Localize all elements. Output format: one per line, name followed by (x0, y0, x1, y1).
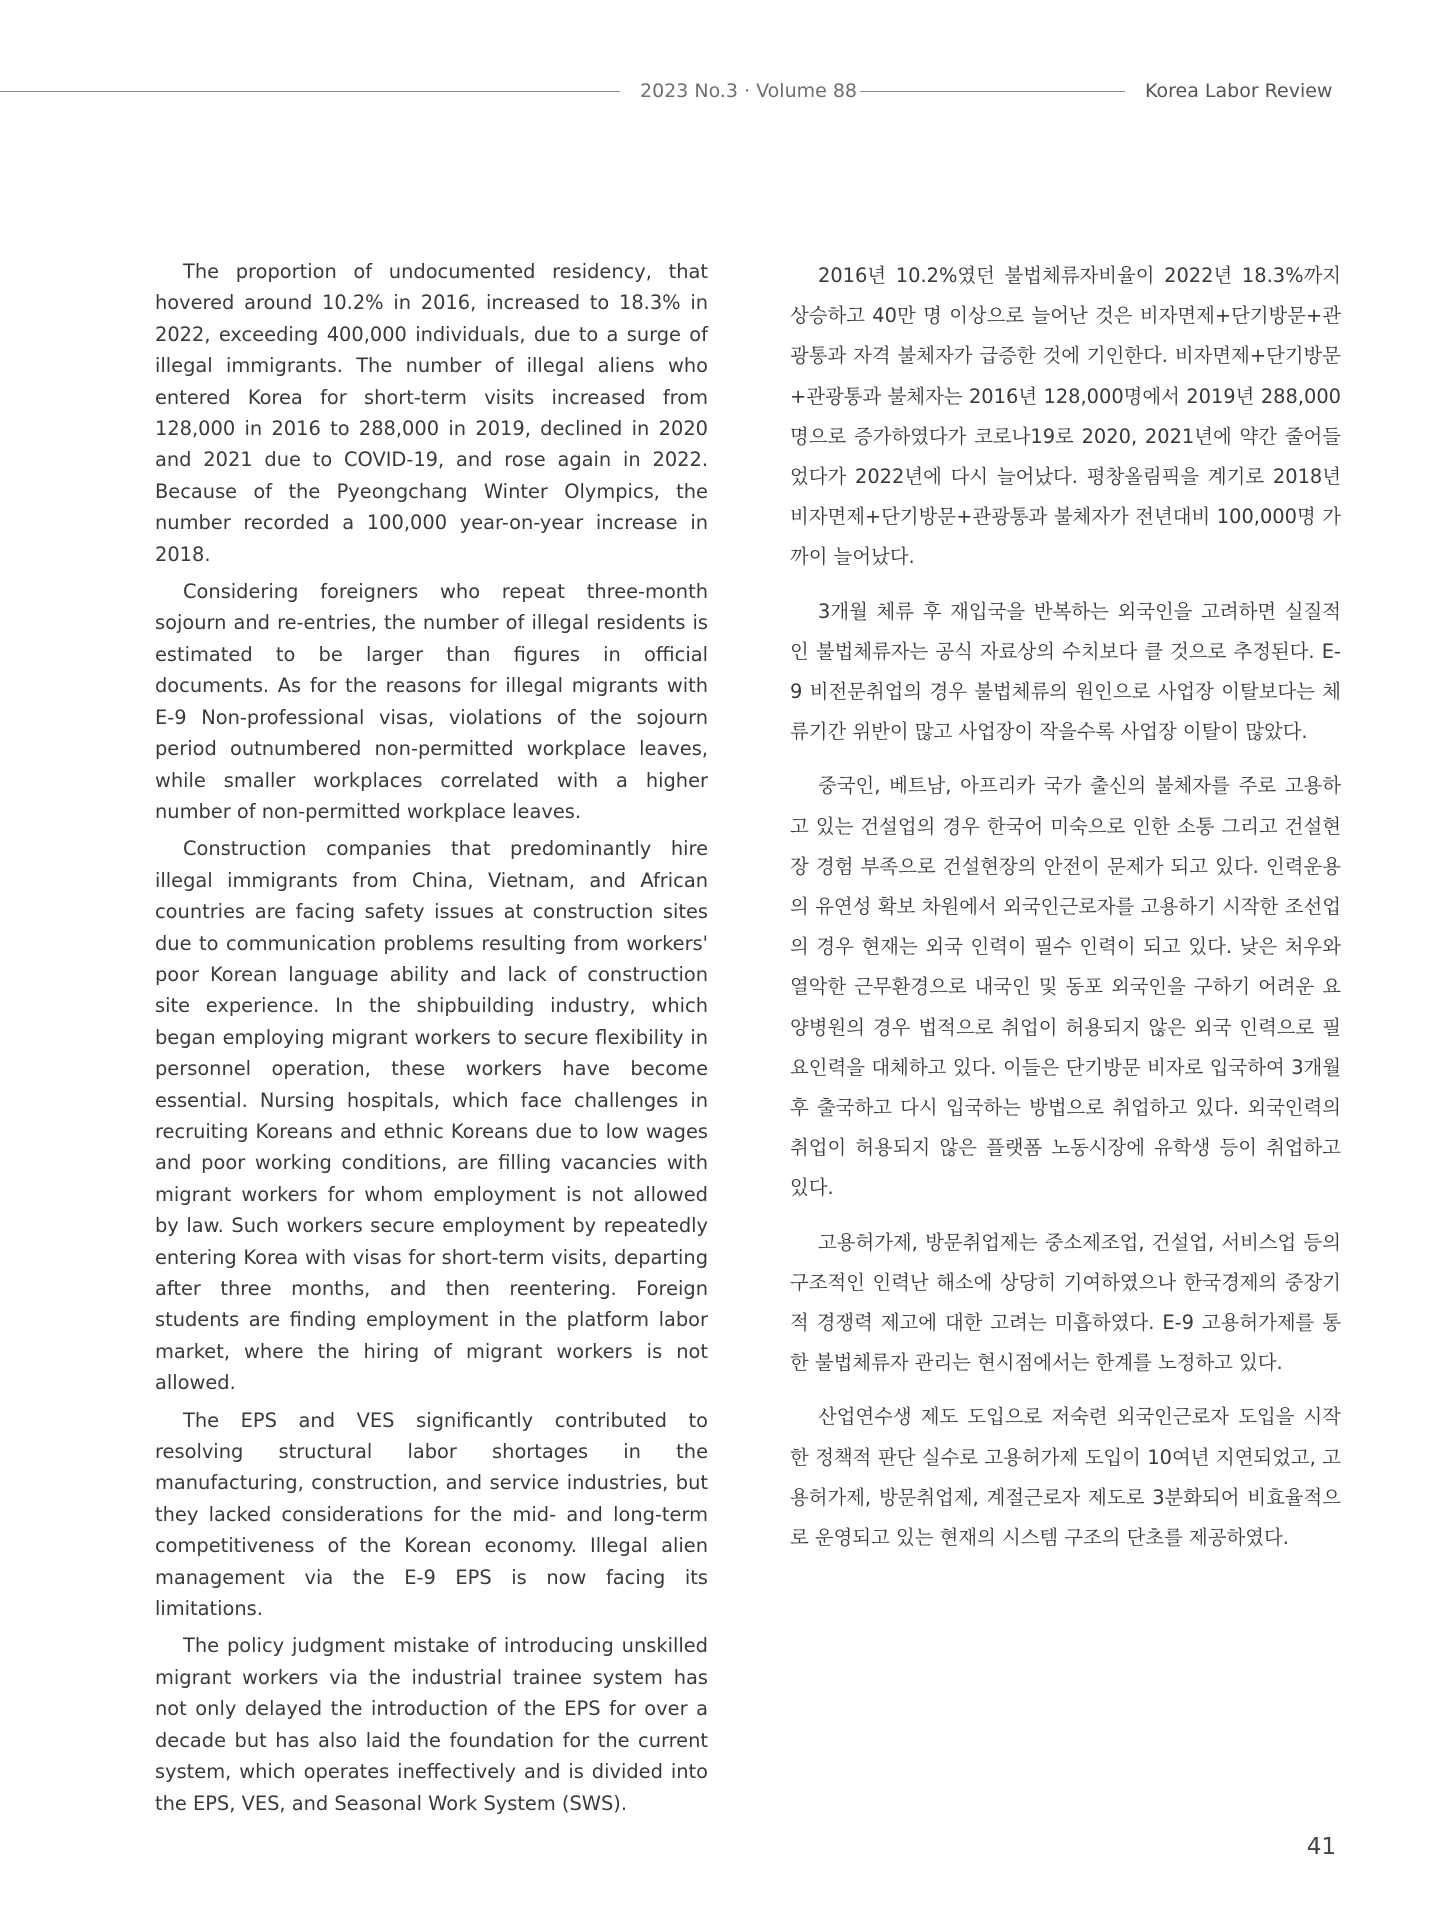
english-column (155, 256, 708, 1825)
header-rule-left (0, 91, 620, 92)
korean-paragraph-4: 고용허가제, 방문취업제는 중소제조업, 건설업, 서비스업 등의 구조적인 인력난 해소에 상당히 기여하였으나 한국경제의 중장기적 경쟁력 제고에 대한 고려는 미흡하였다. E-9 고용허가제를 통한 불법체류자 관리는 현시점에서는 한계를 노정하고 있다. (790, 1230, 1341, 1375)
journal-title: Korea Labor Review (1145, 80, 1333, 102)
korean-column (790, 256, 1341, 1572)
english-paragraph-2: Considering foreigners who repeat three-month sojourn and re-entries, the number of illegal residents is estimated to be larger than figures in official documents. As for the reasons for illegal migrants with E-9 Non-professional visas, violations of the sojourn period outnumbered non-permitted workplace leaves, while smaller workplaces correlated with a higher number of non-permitted workplace leaves. (155, 580, 708, 823)
english-paragraph-4: The EPS and VES significantly contributed to resolving structural labor shortages in the manufacturing, construction, and service industries, but they lacked considerations for the mid- and long-term competitiveness of the Korean economy. Illegal alien management via the E-9 EPS is now facing its limitations. (155, 1408, 708, 1621)
korean-paragraph-5: 산업연수생 제도 도입으로 저숙련 외국인근로자 도입을 시작한 정책적 판단 실수로 고용허가제 도입이 10여년 지연되었고, 고용허가제, 방문취업제, 계절근로자 제도로 3분화되어 비효율적으로 운영되고 있는 현재의 시스템 구조의 단초를 제공하였다. (790, 1405, 1341, 1550)
header-rule-middle (860, 91, 1125, 92)
issue-label: 2023 No.3 · Volume 88 (640, 80, 858, 102)
page-number: 41 (1306, 1834, 1336, 1860)
running-header (0, 78, 1432, 104)
korean-paragraph-1: 2016년 10.2%였던 불법체류자비율이 2022년 18.3%까지 상승하고 40만 명 이상으로 늘어난 것은 비자면제+단기방문+관광통과 자격 불체자가 급증한 것에 기인한다. 비자면제+단기방문+관광통과 불체자는 2016년 128,000명에서 2019년 288,000명으로 증가하였다가 코로나19로 2020, 2021년에 약간 줄어들었다가 2022년에 다시 늘어났다. 평창올림픽을 계기로 2018년 비자면제+단기방문+관광통과 불체자가 전년대비 100,000명 가까이 늘어났다. (790, 264, 1341, 569)
english-paragraph-3: Construction companies that predominantly hire illegal immigrants from China, Vietnam, and African countries are facing safety issues at construction sites due to communication problems resulting from workers' poor Korean language ability and lack of construction site experience. In the shipbuilding industry, which began employing migrant workers to secure flexibility in personnel operation, these workers have become essential. Nursing hospitals, which face challenges in recruiting Koreans and ethnic Koreans due to low wages and poor working conditions, are filling vacancies with migrant workers for whom employment is not allowed by law. Such workers secure employment by repeatedly entering Korea with visas for short-term visits, departing after three months, and then reentering. Foreign students are finding employment in the platform labor market, where the hiring of migrant workers is not allowed. (155, 837, 708, 1395)
english-paragraph-5: The policy judgment mistake of introducing unskilled migrant workers via the industrial trainee system has not only delayed the introduction of the EPS for over a decade but has also laid the foundation for the current system, which operates ineffectively and is divided into the EPS, VES, and Seasonal Work System (SWS). (155, 1634, 708, 1815)
korean-paragraph-2: 3개월 체류 후 재입국을 반복하는 외국인을 고려하면 실질적인 불법체류자는 공식 자료상의 수치보다 클 것으로 추정된다. E-9 비전문취업의 경우 불법체류의 원인으로 사업장 이탈보다는 체류기간 위반이 많고 사업장이 작을수록 사업장 이탈이 많았다. (790, 599, 1341, 744)
korean-paragraph-3: 중국인, 베트남, 아프리카 국가 출신의 불체자를 주로 고용하고 있는 건설업의 경우 한국어 미숙으로 인한 소통 그리고 건설현장 경험 부족으로 건설현장의 안전이 문제가 되고 있다. 인력운용의 유연성 확보 차원에서 외국인근로자를 고용하기 시작한 조선업의 경우 현재는 외국 인력이 필수 인력이 되고 있다. 낮은 처우와 열악한 근무환경으로 내국인 및 동포 외국인을 구하기 어려운 요양병원의 경우 법적으로 취업이 허용되지 않은 외국 인력으로 필요인력을 대체하고 있다. 이들은 단기방문 비자로 입국하여 3개월 후 출국하고 다시 입국하는 방법으로 취업하고 있다. 외국인력의 취업이 허용되지 않은 플랫폼 노동시장에 유학생 등이 취업하고 있다. (790, 774, 1341, 1200)
english-paragraph-1: The proportion of undocumented residency, that hovered around 10.2% in 2016, increased to 18.3% in 2022, exceeding 400,000 individuals, due to a surge of illegal immigrants. The number of illegal aliens who entered Korea for short-term visits increased from 128,000 in 2016 to 288,000 in 2019, declined in 2020 and 2021 due to COVID-19, and rose again in 2022. Because of the Pyeongchang Winter Olympics, the number recorded a 100,000 year-on-year increase in 2018. (155, 260, 708, 566)
